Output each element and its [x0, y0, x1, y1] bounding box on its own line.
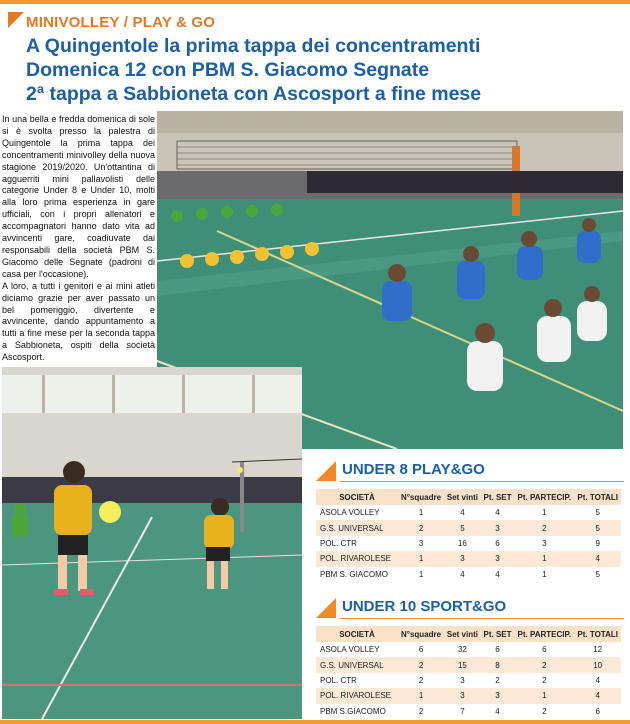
- table-row: [316, 704, 621, 719]
- col-header: Pt. SET: [481, 489, 514, 505]
- col-header: N°squadre: [398, 489, 444, 505]
- article-paragraph-1: In una bella e fredda domenica di sole si è svolta presso la palestra di Quingentole la prima tappa dei concentramenti minivolley della nuova stagione 2019/2020. Un'ottantina di agguerriti mini pallavolisti delle categorie Under 8 e Under 10, molti alla loro prima esperienza in gare ufficiali, con i propri allenatori e accompagnatori hanno dato vita ad avvincenti gare, coadiuvate dai responsabili della società PBM S. Giacomo delle Segnate (padroni di casa per l'occasione).: [2, 114, 155, 279]
- cell: 2: [514, 657, 574, 672]
- cell: 5: [574, 520, 621, 535]
- cell: 3: [444, 688, 481, 703]
- article-body: [2, 114, 155, 363]
- col-header: SOCIETÀ: [316, 489, 398, 505]
- table-row: [316, 551, 621, 566]
- cell: 16: [457, 538, 467, 548]
- table-row: [316, 520, 621, 535]
- cell: 7: [460, 706, 465, 716]
- cell: 4: [460, 508, 465, 518]
- cell: 3: [418, 538, 424, 548]
- orange-triangle-icon: [316, 598, 336, 618]
- col-header: Pt. PARTECIP.: [514, 489, 574, 505]
- cell: ASOLA VOLLEY: [320, 645, 380, 655]
- under10-title: UNDER 10 SPORT&GO: [342, 598, 507, 615]
- cell: POL. RIVAROLESE: [316, 551, 398, 566]
- cell: 12: [593, 645, 603, 655]
- table-row: [316, 688, 621, 703]
- cell: 2: [495, 675, 500, 685]
- under8-title: UNDER 8 PLAY&GO: [342, 461, 485, 478]
- cell: 6: [495, 645, 500, 655]
- cell: 1: [398, 551, 444, 566]
- cell: 4: [574, 688, 621, 703]
- kicker-triangle-icon: [8, 12, 24, 28]
- cell: 4: [495, 508, 500, 518]
- headline: [26, 34, 626, 106]
- table-row: [316, 567, 621, 582]
- bottom-accent-bar: [0, 720, 630, 724]
- cell: 9: [595, 538, 600, 548]
- cell: 2: [398, 657, 444, 672]
- cell: 4: [495, 569, 500, 579]
- title-rule: [340, 618, 624, 619]
- cell: 4: [574, 551, 621, 566]
- table-row: [316, 657, 621, 672]
- under10-standings: [312, 596, 624, 719]
- cell: 1: [514, 551, 574, 566]
- cell: 2: [514, 520, 574, 535]
- col-header: Set vinti: [444, 626, 481, 642]
- photo-match-in-play: [2, 367, 302, 719]
- cell: 3: [542, 538, 547, 548]
- cell: 2: [418, 675, 424, 685]
- top-accent-bar: [0, 0, 630, 4]
- cell: POL. CTR: [320, 538, 357, 548]
- cell: 2: [418, 706, 424, 716]
- cell: 2: [542, 675, 547, 685]
- cell: 5: [595, 569, 600, 579]
- cell: ASOLA VOLLEY: [320, 508, 380, 518]
- col-header: Pt. TOTALI: [574, 489, 621, 505]
- cell: PBM S.GIACOMO: [320, 706, 386, 716]
- cell: 2: [542, 706, 547, 716]
- cell: 1: [418, 508, 424, 518]
- cell: 8: [481, 657, 514, 672]
- cell: 1: [542, 569, 547, 579]
- col-header: SOCIETÀ: [316, 626, 398, 642]
- cell: 4: [595, 675, 600, 685]
- cell: 1: [514, 688, 574, 703]
- cell: G.S. UNIVERSAL: [316, 520, 398, 535]
- table-row: [316, 536, 621, 551]
- cell: 3: [444, 551, 481, 566]
- cell: 15: [444, 657, 481, 672]
- table-header-row: [316, 489, 621, 505]
- cell: 10: [574, 657, 621, 672]
- cell: 5: [444, 520, 481, 535]
- table-row: [316, 642, 621, 657]
- title-rule: [340, 481, 624, 482]
- cell: 3: [481, 520, 514, 535]
- headline-line-1: A Quingentole la prima tappa dei concentramenti: [26, 35, 481, 57]
- cell: G.S. UNIVERSAL: [316, 657, 398, 672]
- table-header-row: [316, 626, 621, 642]
- col-header: Set vinti: [444, 489, 481, 505]
- headline-line-2: Domenica 12 con PBM S. Giacomo Segnate: [26, 59, 430, 81]
- cell: 3: [481, 688, 514, 703]
- col-header: Pt. TOTALI: [574, 626, 621, 642]
- cell: 4: [495, 706, 500, 716]
- cell: PBM S. GIACOMO: [320, 569, 389, 579]
- cell: 6: [495, 538, 500, 548]
- headline-line-3: 2ª tappa a Sabbioneta con Ascosport a fine mese: [26, 83, 482, 105]
- cell: 1: [398, 688, 444, 703]
- col-header: Pt. SET: [481, 626, 514, 642]
- orange-triangle-icon: [316, 461, 336, 481]
- under8-table: [316, 489, 621, 582]
- cell: 1: [542, 508, 547, 518]
- cell: 6: [418, 645, 424, 655]
- table-row: [316, 505, 621, 520]
- table-row: [316, 673, 621, 688]
- cell: POL. RIVAROLESE: [316, 688, 398, 703]
- under10-table: [316, 626, 621, 719]
- cell: 1: [418, 569, 424, 579]
- cell: 3: [481, 551, 514, 566]
- col-header: N°squadre: [398, 626, 444, 642]
- cell: 6: [542, 645, 547, 655]
- section-kicker: MINIVOLLEY / PLAY & GO: [26, 14, 216, 31]
- cell: 2: [398, 520, 444, 535]
- cell: POL. CTR: [320, 675, 357, 685]
- col-header: Pt. PARTECIP.: [514, 626, 574, 642]
- article-paragraph-2: A loro, a tutti i genitori e ai mini atleti diciamo grazie per aver passato un bel pomeriggio, divertente e avvincente, dando appuntamento a tutti a fine mese per la seconda tappa a Sabbioneta, ospiti della società Ascosport.: [2, 280, 155, 363]
- cell: 3: [460, 675, 465, 685]
- under8-standings: [312, 459, 624, 582]
- cell: 32: [457, 645, 467, 655]
- cell: 4: [460, 569, 465, 579]
- cell: 5: [595, 508, 600, 518]
- cell: 6: [595, 706, 600, 716]
